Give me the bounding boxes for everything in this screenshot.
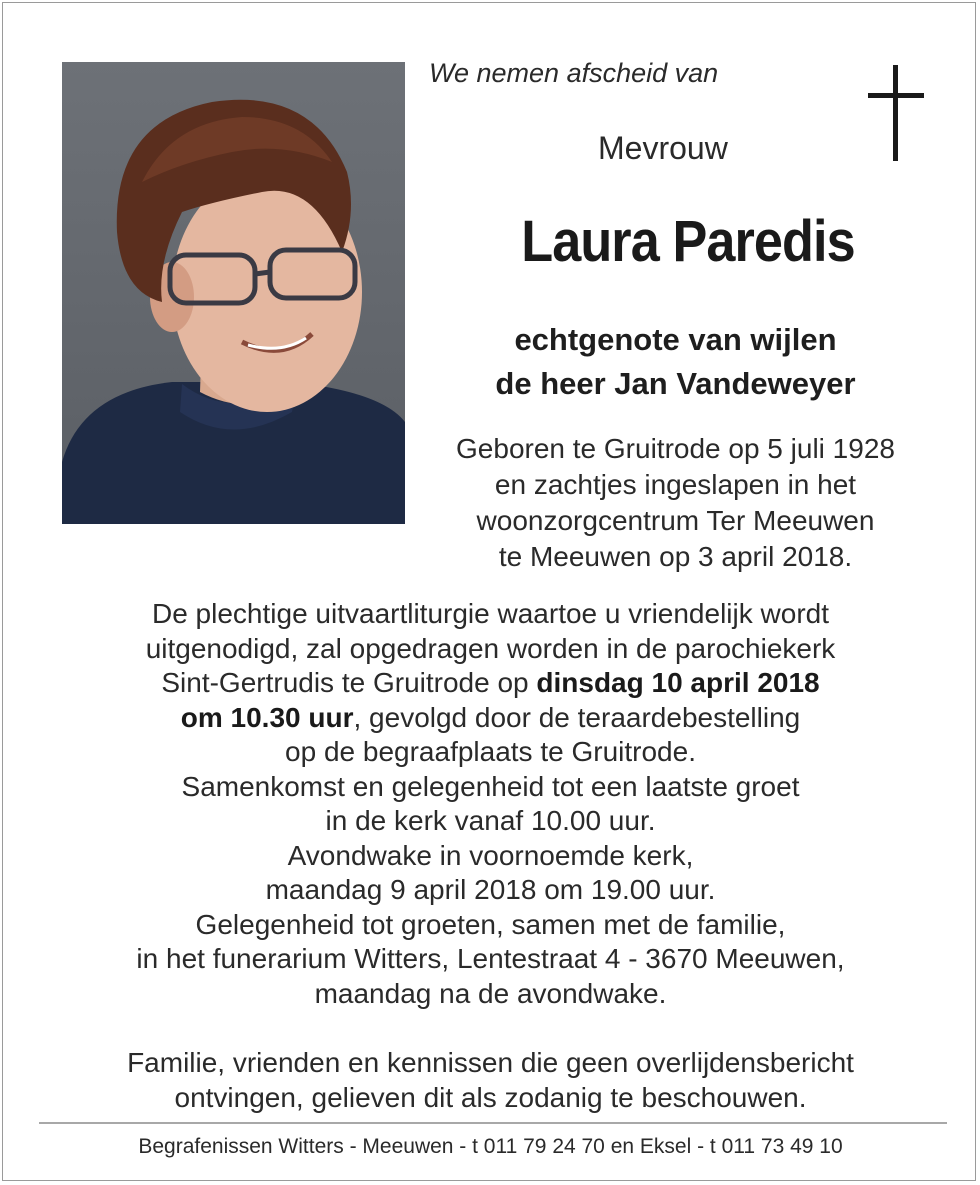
ceremony-line: Samenkomst en gelegenheid tot een laatste groet [181,770,800,802]
ceremony-line: in de kerk vanaf 10.00 uur. [325,805,656,836]
closing-line: ontvingen, gelieven dit als zodanig te beschouwen. [174,1082,807,1113]
birth-line: te Meeuwen op 3 april 2018. [498,541,853,572]
ceremony-text [43,597,938,1011]
ceremony-line [43,701,938,736]
birth-line: Geboren te Gruitrode op 5 juli 1928 [456,433,895,464]
divider [39,1122,947,1124]
deceased-name: Laura Paredis [521,209,855,274]
ceremony-burial: , gevolgd door de teraardebestelling [353,701,801,733]
ceremony-line: Gelegenheid tot groeten, samen met de familie, [195,908,786,940]
spouse-line: echtgenote van wijlen [514,322,837,357]
ceremony-line: maandag 9 april 2018 om 19.00 uur. [265,874,716,905]
ceremony-church: Sint-Gertrudis te Gruitrode op [161,667,537,698]
ceremony-line [43,666,938,701]
spouse-text [423,318,928,406]
ceremony-date: dinsdag 10 april 2018 [536,667,820,698]
closing-line: Familie, vrienden en kennissen die geen overlijdensbericht [127,1047,854,1078]
portrait-photo [62,62,405,524]
ceremony-time: om 10.30 uur [180,701,354,733]
cross-icon [868,65,924,161]
ceremony-line: maandag na de avondwake. [314,977,667,1009]
obituary-card [2,2,976,1181]
ceremony-line: op de begraafplaats te Gruitrode. [285,736,696,767]
ceremony-line: uitgenodigd, zal opgedragen worden in de parochiekerk [145,632,836,664]
spouse-line: de heer Jan Vandeweyer [495,366,856,401]
ceremony-line: Avondwake in voornoemde kerk, [287,839,694,871]
intro-text: We nemen afscheid van [429,58,719,88]
ceremony-line: in het funerarium Witters, Lentestraat 4 - 3670 Meeuwen, [136,943,845,974]
ceremony-line: De plechtige uitvaartliturgie waartoe u vriendelijk wordt [151,598,829,629]
birth-line: en zachtjes ingeslapen in het [494,469,857,500]
honorific: Mevrouw [598,130,728,166]
birth-line: woonzorgcentrum Ter Meeuwen [476,505,875,536]
footer-contact: Begrafenissen Witters - Meeuwen - t 011 79 24 70 en Eksel - t 011 73 49 10 [138,1135,843,1158]
closing-text [43,1045,938,1115]
birth-text [413,431,938,575]
